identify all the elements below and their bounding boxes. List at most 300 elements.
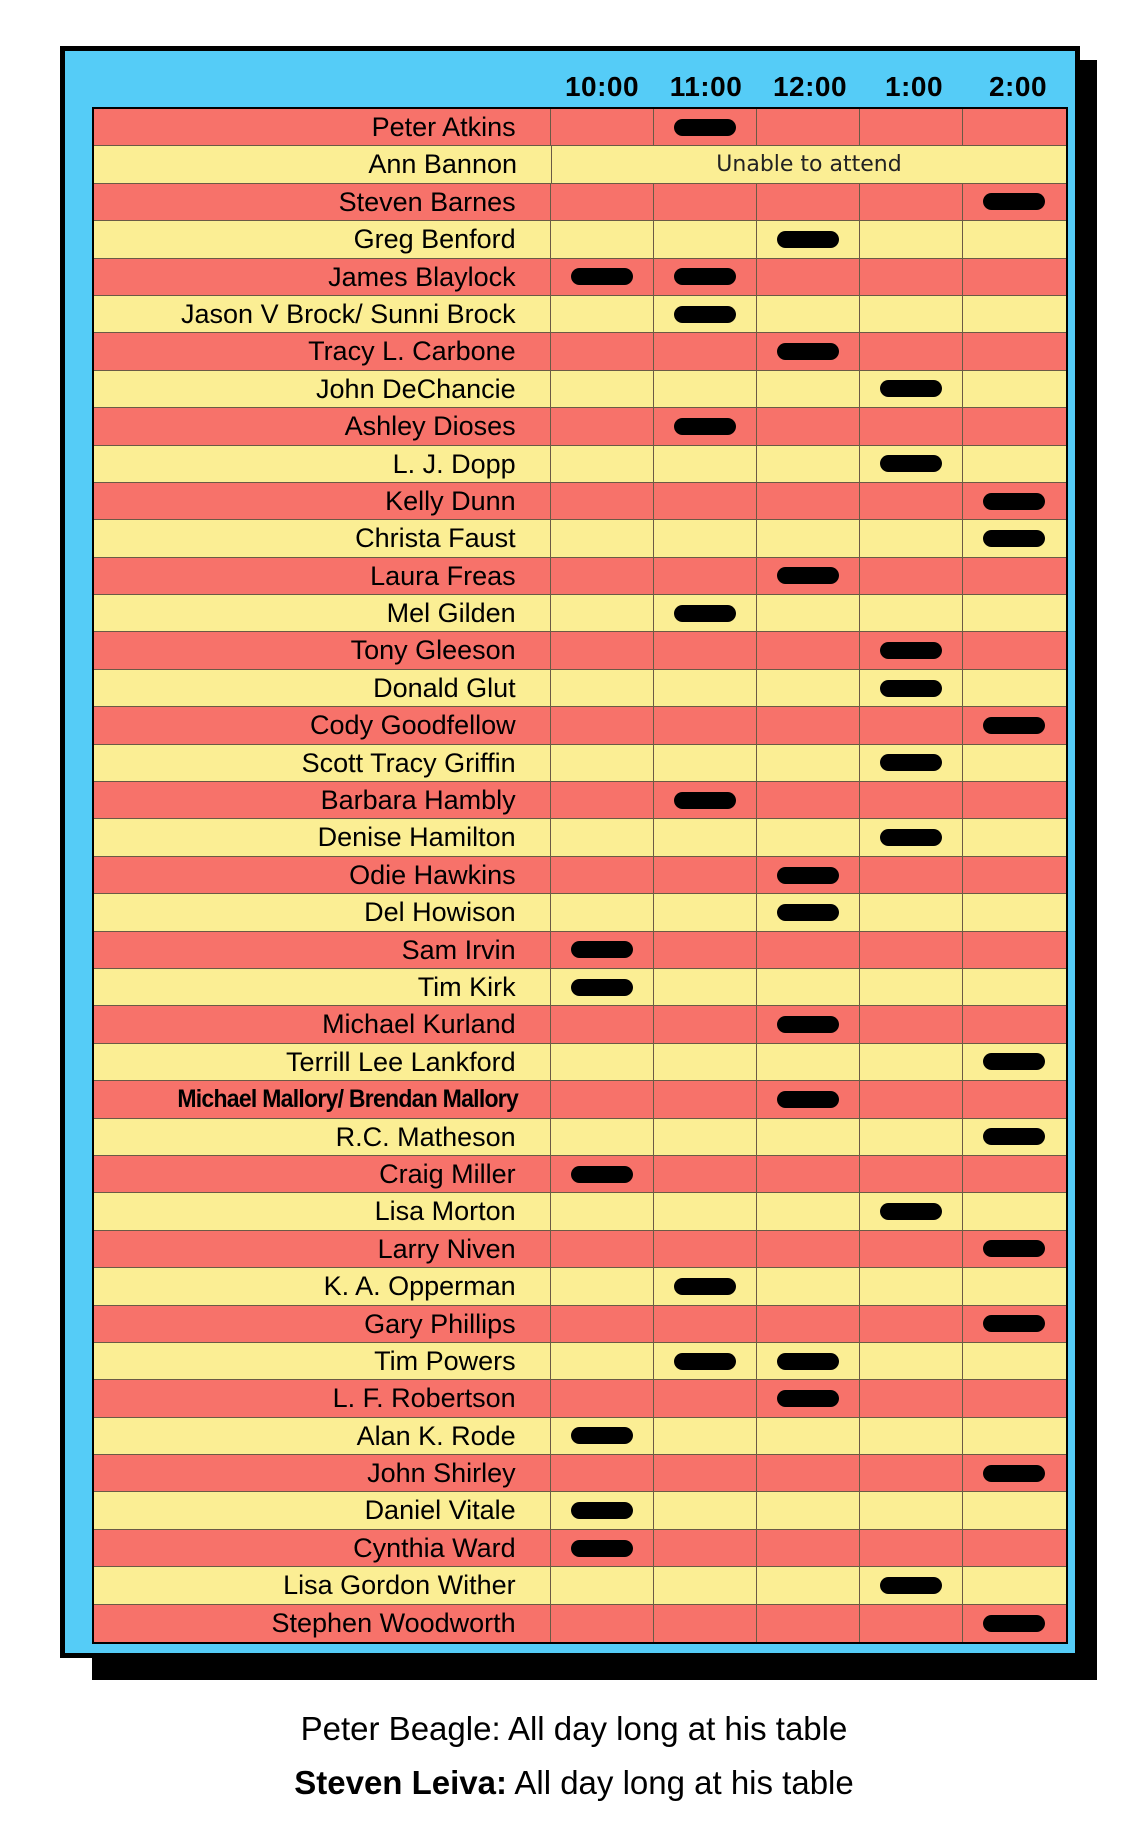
time-slot-cell: [860, 932, 963, 968]
time-slot-cell: [757, 221, 860, 257]
time-slot-cell: [963, 632, 1066, 668]
time-slot-cell: [963, 1418, 1066, 1454]
time-slot-cell: [860, 1343, 963, 1379]
time-slot-cell: [860, 782, 963, 818]
time-slot-cell: [551, 333, 654, 369]
time-slot-cell: [963, 1530, 1066, 1566]
time-slot-cell: [860, 333, 963, 369]
time-slot-cell: [757, 446, 860, 482]
time-slot-cell: [551, 969, 654, 1005]
participant-name: Ashley Dioses: [94, 408, 551, 444]
time-slot-cell: [551, 1567, 654, 1603]
signing-marker: [674, 418, 736, 435]
footnote-1-name: Peter Beagle:: [300, 1710, 501, 1747]
time-slot-cell: [551, 857, 654, 893]
schedule-row: [94, 1306, 1066, 1343]
time-slot-cell: [654, 1492, 757, 1528]
signing-marker: [777, 567, 839, 584]
time-slot-cell: [551, 1418, 654, 1454]
time-slot-cell: [757, 1343, 860, 1379]
time-slot-cell: [963, 371, 1066, 407]
time-slot-cell: [654, 1006, 757, 1042]
schedule-row: [94, 1006, 1066, 1043]
time-slot-cell: [860, 1119, 963, 1155]
time-slot-cell: [860, 259, 963, 295]
time-slot-cell: [757, 1492, 860, 1528]
schedule-row: [94, 595, 1066, 632]
time-slot-cell: [654, 932, 757, 968]
signing-marker: [777, 904, 839, 921]
time-slot-cell: [654, 857, 757, 893]
time-slot-cell: [963, 1006, 1066, 1042]
time-slot-cell: [757, 1006, 860, 1042]
signing-marker: [880, 455, 942, 472]
footnote-2: [0, 1764, 1148, 1802]
schedule-row: [94, 1193, 1066, 1230]
time-slot-cell: [654, 1231, 757, 1267]
participant-name: Christa Faust: [94, 520, 551, 556]
schedule-row: [94, 333, 1066, 370]
participant-name: R.C. Matheson: [94, 1119, 551, 1155]
time-slot-cell: [654, 333, 757, 369]
footnote-2-text: All day long at his table: [514, 1764, 854, 1801]
signing-marker: [674, 306, 736, 323]
time-slot-cell: [551, 819, 654, 855]
time-slot-cell: [551, 184, 654, 220]
time-slot-cell: [860, 894, 963, 930]
time-slot-cell: [860, 1455, 963, 1491]
time-slot-cell: [551, 1231, 654, 1267]
time-slot-cell: [757, 595, 860, 631]
participant-name: Jason V Brock/ Sunni Brock: [94, 296, 551, 332]
signing-marker: [571, 1502, 633, 1519]
signing-marker: [571, 979, 633, 996]
time-slot-cell: [551, 1119, 654, 1155]
participant-name: Kelly Dunn: [94, 483, 551, 519]
participant-name-cell: [94, 1081, 551, 1117]
time-slot-cell: [963, 333, 1066, 369]
time-slot-cell: [757, 184, 860, 220]
time-slot-cell: [757, 1156, 860, 1192]
time-slot-cell: [654, 558, 757, 594]
time-slot-cell: [551, 745, 654, 781]
signing-marker: [983, 530, 1045, 547]
time-slot-cell: [860, 1567, 963, 1603]
time-slot-cell: [757, 483, 860, 519]
time-slot-cell: [757, 857, 860, 893]
participant-name: Peter Atkins: [94, 109, 551, 145]
schedule-row: [94, 184, 1066, 221]
time-slot-cell: [654, 184, 757, 220]
signing-marker: [777, 1016, 839, 1033]
time-slot-cell: [963, 1605, 1066, 1642]
signing-marker: [674, 1353, 736, 1370]
signing-marker: [674, 605, 736, 622]
time-slot-cell: [654, 371, 757, 407]
time-slot-cell: [551, 1343, 654, 1379]
time-slot-cell: [654, 1156, 757, 1192]
signing-marker: [777, 1390, 839, 1407]
time-slot-cell: [860, 558, 963, 594]
schedule-row: [94, 520, 1066, 557]
time-slot-cell: [963, 819, 1066, 855]
time-slot-cell: [654, 1044, 757, 1080]
time-slot-cell: [963, 1156, 1066, 1192]
signing-marker: [880, 642, 942, 659]
time-slot-cell: [963, 932, 1066, 968]
time-slot-cell: [963, 1455, 1066, 1491]
participant-name: Cody Goodfellow: [94, 707, 551, 743]
schedule-row: [94, 969, 1066, 1006]
signing-marker: [983, 1615, 1045, 1632]
signing-marker: [880, 829, 942, 846]
time-slot-cell: [757, 371, 860, 407]
schedule-row: [94, 558, 1066, 595]
time-slot-cell: [551, 707, 654, 743]
time-slot-cell: [963, 969, 1066, 1005]
schedule-row: [94, 221, 1066, 258]
time-label: 10:00: [564, 71, 640, 102]
participant-name: Tony Gleeson: [94, 632, 551, 668]
schedule-row: [94, 1605, 1066, 1642]
participant-name: Larry Niven: [94, 1231, 551, 1267]
participant-name: Michael Mallory/ Brendan Mallory: [177, 1085, 519, 1114]
time-slot-cell: [860, 1156, 963, 1192]
participant-name: John DeChancie: [94, 371, 551, 407]
time-slot-cell: [963, 109, 1066, 145]
time-slot-cell: [551, 1081, 654, 1117]
time-slot-cell: [551, 483, 654, 519]
signing-marker: [983, 1465, 1045, 1482]
time-slot-cell: [860, 221, 963, 257]
footnote-2-name: Steven Leiva:: [294, 1764, 507, 1801]
signing-marker: [880, 754, 942, 771]
participant-name: Tim Powers: [94, 1343, 551, 1379]
time-slot-cell: [757, 296, 860, 332]
time-slot-cell: [963, 520, 1066, 556]
time-slot-cell: [757, 408, 860, 444]
time-slot-cell: [654, 1567, 757, 1603]
schedule-row: [94, 932, 1066, 969]
participant-name: L. F. Robertson: [94, 1380, 551, 1416]
time-slot-cell: [963, 1231, 1066, 1267]
schedule-row: [94, 371, 1066, 408]
time-slot-cell: [654, 632, 757, 668]
time-slot-cell: [860, 408, 963, 444]
time-slot-cell: [654, 109, 757, 145]
time-slot-cell: [860, 1006, 963, 1042]
time-slot-cell: [654, 782, 757, 818]
time-slot-cell: [654, 707, 757, 743]
participant-name: Lisa Morton: [94, 1193, 551, 1229]
signing-marker: [571, 941, 633, 958]
schedule-row: [94, 894, 1066, 931]
schedule-row: [94, 1343, 1066, 1380]
time-slot-cell: [654, 259, 757, 295]
time-slot-cell: [860, 1492, 963, 1528]
signing-marker: [777, 867, 839, 884]
time-slot-cell: [757, 1081, 860, 1117]
participant-name: Ann Bannon: [94, 146, 552, 182]
participant-name: Alan K. Rode: [94, 1418, 551, 1454]
participant-name: Mel Gilden: [94, 595, 551, 631]
time-slot-cell: [551, 259, 654, 295]
time-label: 11:00: [669, 71, 743, 102]
time-slot-cell: [551, 1605, 654, 1642]
time-slot-cell: [860, 1081, 963, 1117]
time-slot-cell: [757, 259, 860, 295]
time-slot-cell: [654, 1605, 757, 1642]
participant-name: Denise Hamilton: [94, 819, 551, 855]
time-slot-cell: [757, 707, 860, 743]
time-slot-cell: [860, 632, 963, 668]
time-slot-cell: [757, 520, 860, 556]
time-slot-cell: [654, 1530, 757, 1566]
time-slot-cell: [757, 1193, 860, 1229]
time-slot-cell: [654, 969, 757, 1005]
time-slot-cell: [963, 1193, 1066, 1229]
time-slot-cell: [654, 595, 757, 631]
participant-name: Gary Phillips: [94, 1306, 551, 1342]
time-slot-cell: [551, 632, 654, 668]
signing-marker: [571, 1540, 633, 1557]
time-slot-cell: [860, 483, 963, 519]
time-slot-cell: [654, 1380, 757, 1416]
schedule-row: [94, 1119, 1066, 1156]
signing-marker: [674, 268, 736, 285]
time-slot-cell: [551, 1380, 654, 1416]
time-slot-cell: [860, 670, 963, 706]
time-slot-cell: [860, 1268, 963, 1304]
time-slot-cell: [654, 819, 757, 855]
signing-marker: [571, 1427, 633, 1444]
time-slot-cell: [963, 1567, 1066, 1603]
time-slot-cell: [963, 707, 1066, 743]
time-slot-cell: [757, 1418, 860, 1454]
time-slot-cell: [860, 371, 963, 407]
time-slot-cell: [860, 184, 963, 220]
time-slot-cell: [860, 1306, 963, 1342]
time-slot-cell: [757, 1306, 860, 1342]
participant-name: Greg Benford: [94, 221, 551, 257]
time-slot-cell: [757, 558, 860, 594]
time-header: [550, 71, 1070, 103]
footnote-1-text: All day long at his table: [507, 1710, 848, 1747]
schedule-row: [94, 1530, 1066, 1567]
time-slot-cell: [654, 1306, 757, 1342]
schedule-row: [94, 857, 1066, 894]
participant-name: James Blaylock: [94, 259, 551, 295]
schedule-row: [94, 296, 1066, 333]
time-slot-cell: [963, 1492, 1066, 1528]
time-slot-cell: [757, 632, 860, 668]
participant-name: Donald Glut: [94, 670, 551, 706]
schedule-row: [94, 1380, 1066, 1417]
participant-name: Sam Irvin: [94, 932, 551, 968]
time-slot-cell: [654, 745, 757, 781]
time-slot-cell: [963, 558, 1066, 594]
time-slot-cell: [963, 221, 1066, 257]
time-slot-cell: [757, 1605, 860, 1642]
time-slot-cell: [860, 707, 963, 743]
signing-marker: [983, 1315, 1045, 1332]
time-slot-cell: [551, 1268, 654, 1304]
signing-marker: [880, 1577, 942, 1594]
time-slot-cell: [860, 1231, 963, 1267]
time-slot-cell: [551, 1156, 654, 1192]
time-slot-cell: [757, 1231, 860, 1267]
schedule-row: [94, 1156, 1066, 1193]
participant-name: Laura Freas: [94, 558, 551, 594]
time-slot-cell: [963, 1268, 1066, 1304]
participant-name: Michael Kurland: [94, 1006, 551, 1042]
time-slot-cell: [963, 894, 1066, 930]
time-slot-cell: [551, 595, 654, 631]
time-slot-cell: [757, 932, 860, 968]
signing-marker: [880, 680, 942, 697]
participant-name: Odie Hawkins: [94, 857, 551, 893]
time-slot-cell: [963, 1380, 1066, 1416]
time-slot-cell: [963, 857, 1066, 893]
time-slot-cell: [963, 1044, 1066, 1080]
time-slot-cell: [963, 782, 1066, 818]
schedule-row: [94, 782, 1066, 819]
signing-marker: [983, 1128, 1045, 1145]
signing-marker: [777, 1091, 839, 1108]
participant-name: John Shirley: [94, 1455, 551, 1491]
time-slot-cell: [757, 819, 860, 855]
participant-name: Tim Kirk: [94, 969, 551, 1005]
time-slot-cell: [551, 1455, 654, 1491]
participant-name: Cynthia Ward: [94, 1530, 551, 1566]
time-slot-cell: [757, 1380, 860, 1416]
time-slot-cell: [963, 595, 1066, 631]
time-slot-cell: [654, 1119, 757, 1155]
time-slot-cell: [654, 1193, 757, 1229]
signing-marker: [674, 1278, 736, 1295]
schedule-row: [94, 670, 1066, 707]
time-slot-cell: [860, 819, 963, 855]
time-slot-cell: [757, 1268, 860, 1304]
schedule-row: [94, 1231, 1066, 1268]
time-slot-cell: [860, 969, 963, 1005]
signing-marker: [571, 1166, 633, 1183]
time-slot-cell: [963, 1119, 1066, 1155]
time-slot-cell: [757, 1044, 860, 1080]
time-slot-cell: [860, 109, 963, 145]
time-slot-cell: [551, 558, 654, 594]
time-slot-cell: [757, 1119, 860, 1155]
time-slot-cell: [654, 1343, 757, 1379]
time-slot-cell: [654, 408, 757, 444]
time-slot-cell: [551, 894, 654, 930]
schedule-row: [94, 483, 1066, 520]
participant-name: Terrill Lee Lankford: [94, 1044, 551, 1080]
signing-marker: [777, 231, 839, 248]
schedule-row: [94, 745, 1066, 782]
time-label: 12:00: [772, 71, 848, 102]
time-slot-cell: [860, 1193, 963, 1229]
participant-name: K. A. Opperman: [94, 1268, 551, 1304]
time-slot-cell: [757, 670, 860, 706]
time-slot-cell: [551, 371, 654, 407]
time-slot-cell: [654, 520, 757, 556]
time-slot-cell: [654, 1418, 757, 1454]
time-slot-cell: [860, 296, 963, 332]
signing-marker: [777, 343, 839, 360]
time-slot-cell: [757, 894, 860, 930]
time-slot-cell: [963, 1306, 1066, 1342]
time-slot-cell: [860, 1380, 963, 1416]
time-slot-cell: [551, 1044, 654, 1080]
time-slot-cell: [551, 221, 654, 257]
time-slot-cell: [551, 1492, 654, 1528]
time-slot-cell: [860, 1418, 963, 1454]
time-slot-cell: [551, 520, 654, 556]
time-slot-cell: [551, 670, 654, 706]
signing-marker: [983, 717, 1045, 734]
signing-marker: [983, 493, 1045, 510]
schedule-frame: [60, 46, 1080, 1658]
time-slot-cell: [860, 857, 963, 893]
time-slot-cell: [860, 1044, 963, 1080]
participant-name: L. J. Dopp: [94, 446, 551, 482]
time-slot-cell: [654, 483, 757, 519]
time-slot-cell: [963, 745, 1066, 781]
time-label: 2:00: [988, 71, 1048, 102]
time-slot-cell: [757, 1530, 860, 1566]
signing-marker: [777, 1353, 839, 1370]
footnote-1: [0, 1710, 1148, 1748]
schedule-row: [94, 1418, 1066, 1455]
time-slot-cell: [860, 1530, 963, 1566]
time-slot-cell: [757, 745, 860, 781]
time-slot-cell: [654, 221, 757, 257]
time-slot-cell: [654, 894, 757, 930]
time-slot-cell: [963, 1343, 1066, 1379]
signing-marker: [880, 1203, 942, 1220]
signing-marker: [674, 119, 736, 136]
time-slot-cell: [963, 184, 1066, 220]
signing-marker: [674, 792, 736, 809]
signing-marker: [880, 380, 942, 397]
time-slot-cell: [551, 109, 654, 145]
participant-name: Daniel Vitale: [94, 1492, 551, 1528]
schedule-row: [94, 259, 1066, 296]
time-slot-cell: [963, 446, 1066, 482]
participant-name: Scott Tracy Griffin: [94, 745, 551, 781]
time-slot-cell: [860, 1605, 963, 1642]
participant-name: Del Howison: [94, 894, 551, 930]
schedule-row: [94, 1567, 1066, 1604]
time-slot-cell: [963, 259, 1066, 295]
time-slot-cell: [551, 1306, 654, 1342]
participant-name: Tracy L. Carbone: [94, 333, 551, 369]
time-slot-cell: [654, 1455, 757, 1491]
time-slot-cell: [963, 483, 1066, 519]
time-slot-cell: [757, 333, 860, 369]
time-slot-cell: [963, 296, 1066, 332]
schedule-row: [94, 1081, 1066, 1118]
time-slot-cell: [551, 1006, 654, 1042]
time-slot-cell: [551, 1193, 654, 1229]
time-slot-cell: [551, 932, 654, 968]
schedule-grid: [92, 107, 1068, 1644]
participant-name: Craig Miller: [94, 1156, 551, 1192]
time-slot-cell: [551, 296, 654, 332]
schedule-row: [94, 1044, 1066, 1081]
time-slot-cell: [654, 446, 757, 482]
